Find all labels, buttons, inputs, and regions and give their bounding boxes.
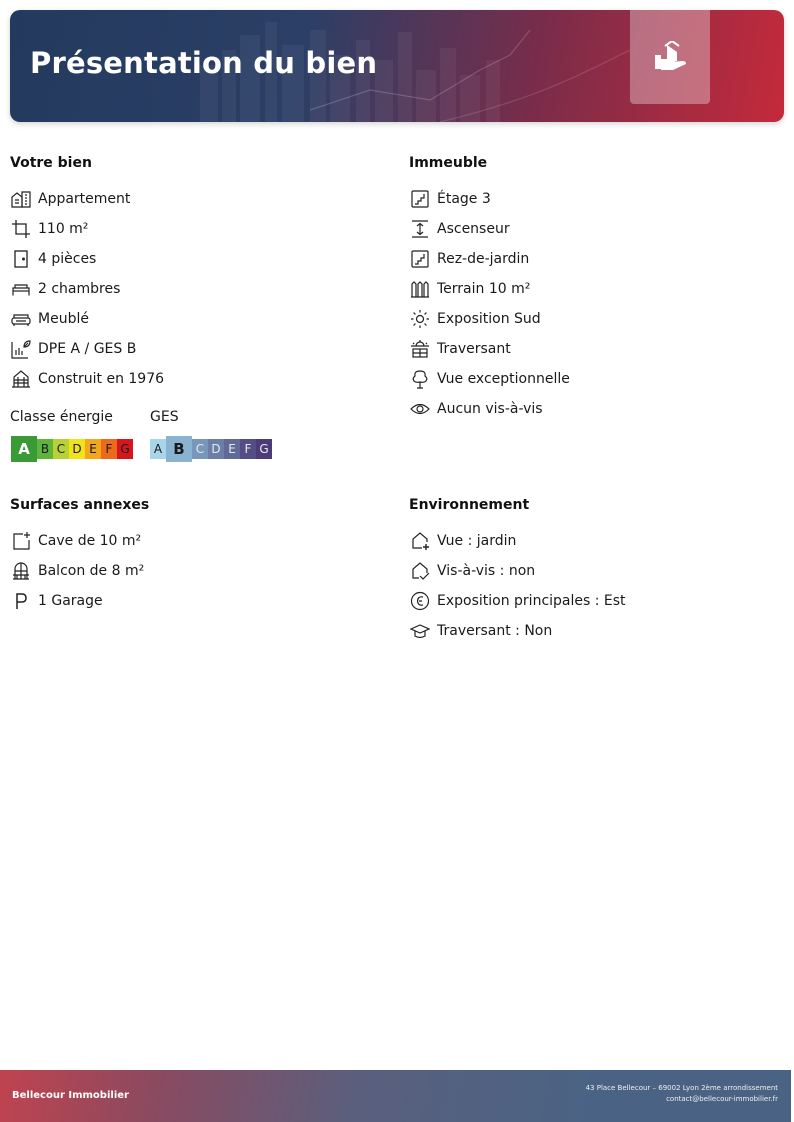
header-banner (10, 10, 784, 122)
item-label: Ascenseur (437, 221, 510, 237)
sun-icon (409, 308, 431, 330)
section-title-environnement: Environnement (409, 497, 530, 513)
energy-chart-icon (10, 338, 32, 360)
item-label: Appartement (38, 191, 131, 207)
list-item (409, 334, 570, 364)
graduation-cap-icon (409, 620, 431, 642)
item-label: Traversant : Non (437, 623, 553, 639)
fence-icon (409, 278, 431, 300)
list-item (10, 304, 164, 334)
house-check-icon (409, 560, 431, 582)
cellar-add-icon (10, 530, 32, 552)
energy-class-g: G (117, 439, 133, 459)
immeuble-list (409, 184, 570, 424)
item-label: 2 chambres (38, 281, 121, 297)
compass-icon (409, 590, 431, 612)
parking-icon (10, 590, 32, 612)
item-label: Terrain 10 m² (437, 281, 531, 297)
list-item (409, 184, 570, 214)
item-label: Exposition Sud (437, 311, 541, 327)
section-title-surfaces-annexes: Surfaces annexes (10, 497, 150, 513)
apartment-icon (10, 188, 32, 210)
list-item (10, 556, 144, 586)
footer-contact (586, 1083, 778, 1105)
list-item (409, 526, 626, 556)
list-item (10, 526, 144, 556)
list-item (409, 304, 570, 334)
environnement-list (409, 526, 626, 646)
energy-class-f: F (101, 439, 117, 459)
tree-icon (409, 368, 431, 390)
item-label: Construit en 1976 (38, 371, 165, 387)
item-label: Vue : jardin (437, 533, 517, 549)
section-title-votre-bien: Votre bien (10, 155, 92, 171)
energy-class-b: B (37, 439, 53, 459)
energy-class-c: C (53, 439, 69, 459)
item-label: 4 pièces (38, 251, 97, 267)
elevator-icon (409, 218, 431, 240)
energy-class-a: A (11, 436, 37, 462)
sunrise-icon (409, 338, 431, 360)
energy-class-d: D (69, 439, 85, 459)
list-item (10, 214, 164, 244)
bed-icon (10, 278, 32, 300)
house-sparkle-icon (409, 530, 431, 552)
crop-area-icon (10, 218, 32, 240)
balcony-icon (10, 560, 32, 582)
footer (0, 1070, 791, 1122)
building-construction-icon (10, 368, 32, 390)
list-item (409, 394, 570, 424)
item-label: 1 Garage (38, 593, 103, 609)
item-label: Rez-de-jardin (437, 251, 530, 267)
item-label: Étage 3 (437, 191, 491, 207)
list-item (409, 556, 626, 586)
door-icon (10, 248, 32, 270)
ges-class-c: C (192, 439, 208, 459)
list-item (10, 244, 164, 274)
list-item (10, 274, 164, 304)
item-label: 110 m² (38, 221, 89, 237)
votre-bien-list (10, 184, 164, 394)
logo (630, 10, 710, 104)
eye-icon (409, 398, 431, 420)
ges-class-e: E (224, 439, 240, 459)
sofa-icon (10, 308, 32, 330)
ges-scale (150, 436, 272, 462)
stairs-icon (409, 248, 431, 270)
item-label: Vis-à-vis : non (437, 563, 536, 579)
footer-brand: Bellecour Immobilier (12, 1090, 129, 1101)
list-item (409, 214, 570, 244)
classe-energie-label: Classe énergie (10, 409, 113, 425)
page-title: Présentation du bien (30, 46, 378, 80)
house-hand-icon (653, 41, 687, 73)
ges-class-a: A (150, 439, 166, 459)
list-item (409, 244, 570, 274)
list-item (409, 364, 570, 394)
list-item (10, 334, 164, 364)
item-label: Meublé (38, 311, 89, 327)
item-label: DPE A / GES B (38, 341, 137, 357)
ges-class-g: G (256, 439, 272, 459)
list-item (409, 274, 570, 304)
ges-label: GES (150, 409, 179, 425)
energy-class-e: E (85, 439, 101, 459)
footer-email[interactable]: contact@bellecour-immobilier.fr (666, 1095, 778, 1103)
list-item (10, 364, 164, 394)
section-title-immeuble: Immeuble (409, 155, 488, 171)
list-item (10, 184, 164, 214)
item-label: Balcon de 8 m² (38, 563, 145, 579)
stairs-icon (409, 188, 431, 210)
list-item (409, 616, 626, 646)
list-item (409, 586, 626, 616)
surfaces-list (10, 526, 144, 616)
item-label: Traversant (437, 341, 511, 357)
item-label: Aucun vis-à-vis (437, 401, 543, 417)
item-label: Vue exceptionnelle (437, 371, 570, 387)
footer-address: 43 Place Bellecour – 69002 Lyon 2ème arrondissement (585, 1084, 778, 1092)
ges-class-d: D (208, 439, 224, 459)
ges-class-b: B (166, 436, 192, 462)
item-label: Cave de 10 m² (38, 533, 142, 549)
energy-class-scale (11, 436, 133, 462)
list-item (10, 586, 144, 616)
item-label: Exposition principales : Est (437, 593, 626, 609)
ges-class-f: F (240, 439, 256, 459)
